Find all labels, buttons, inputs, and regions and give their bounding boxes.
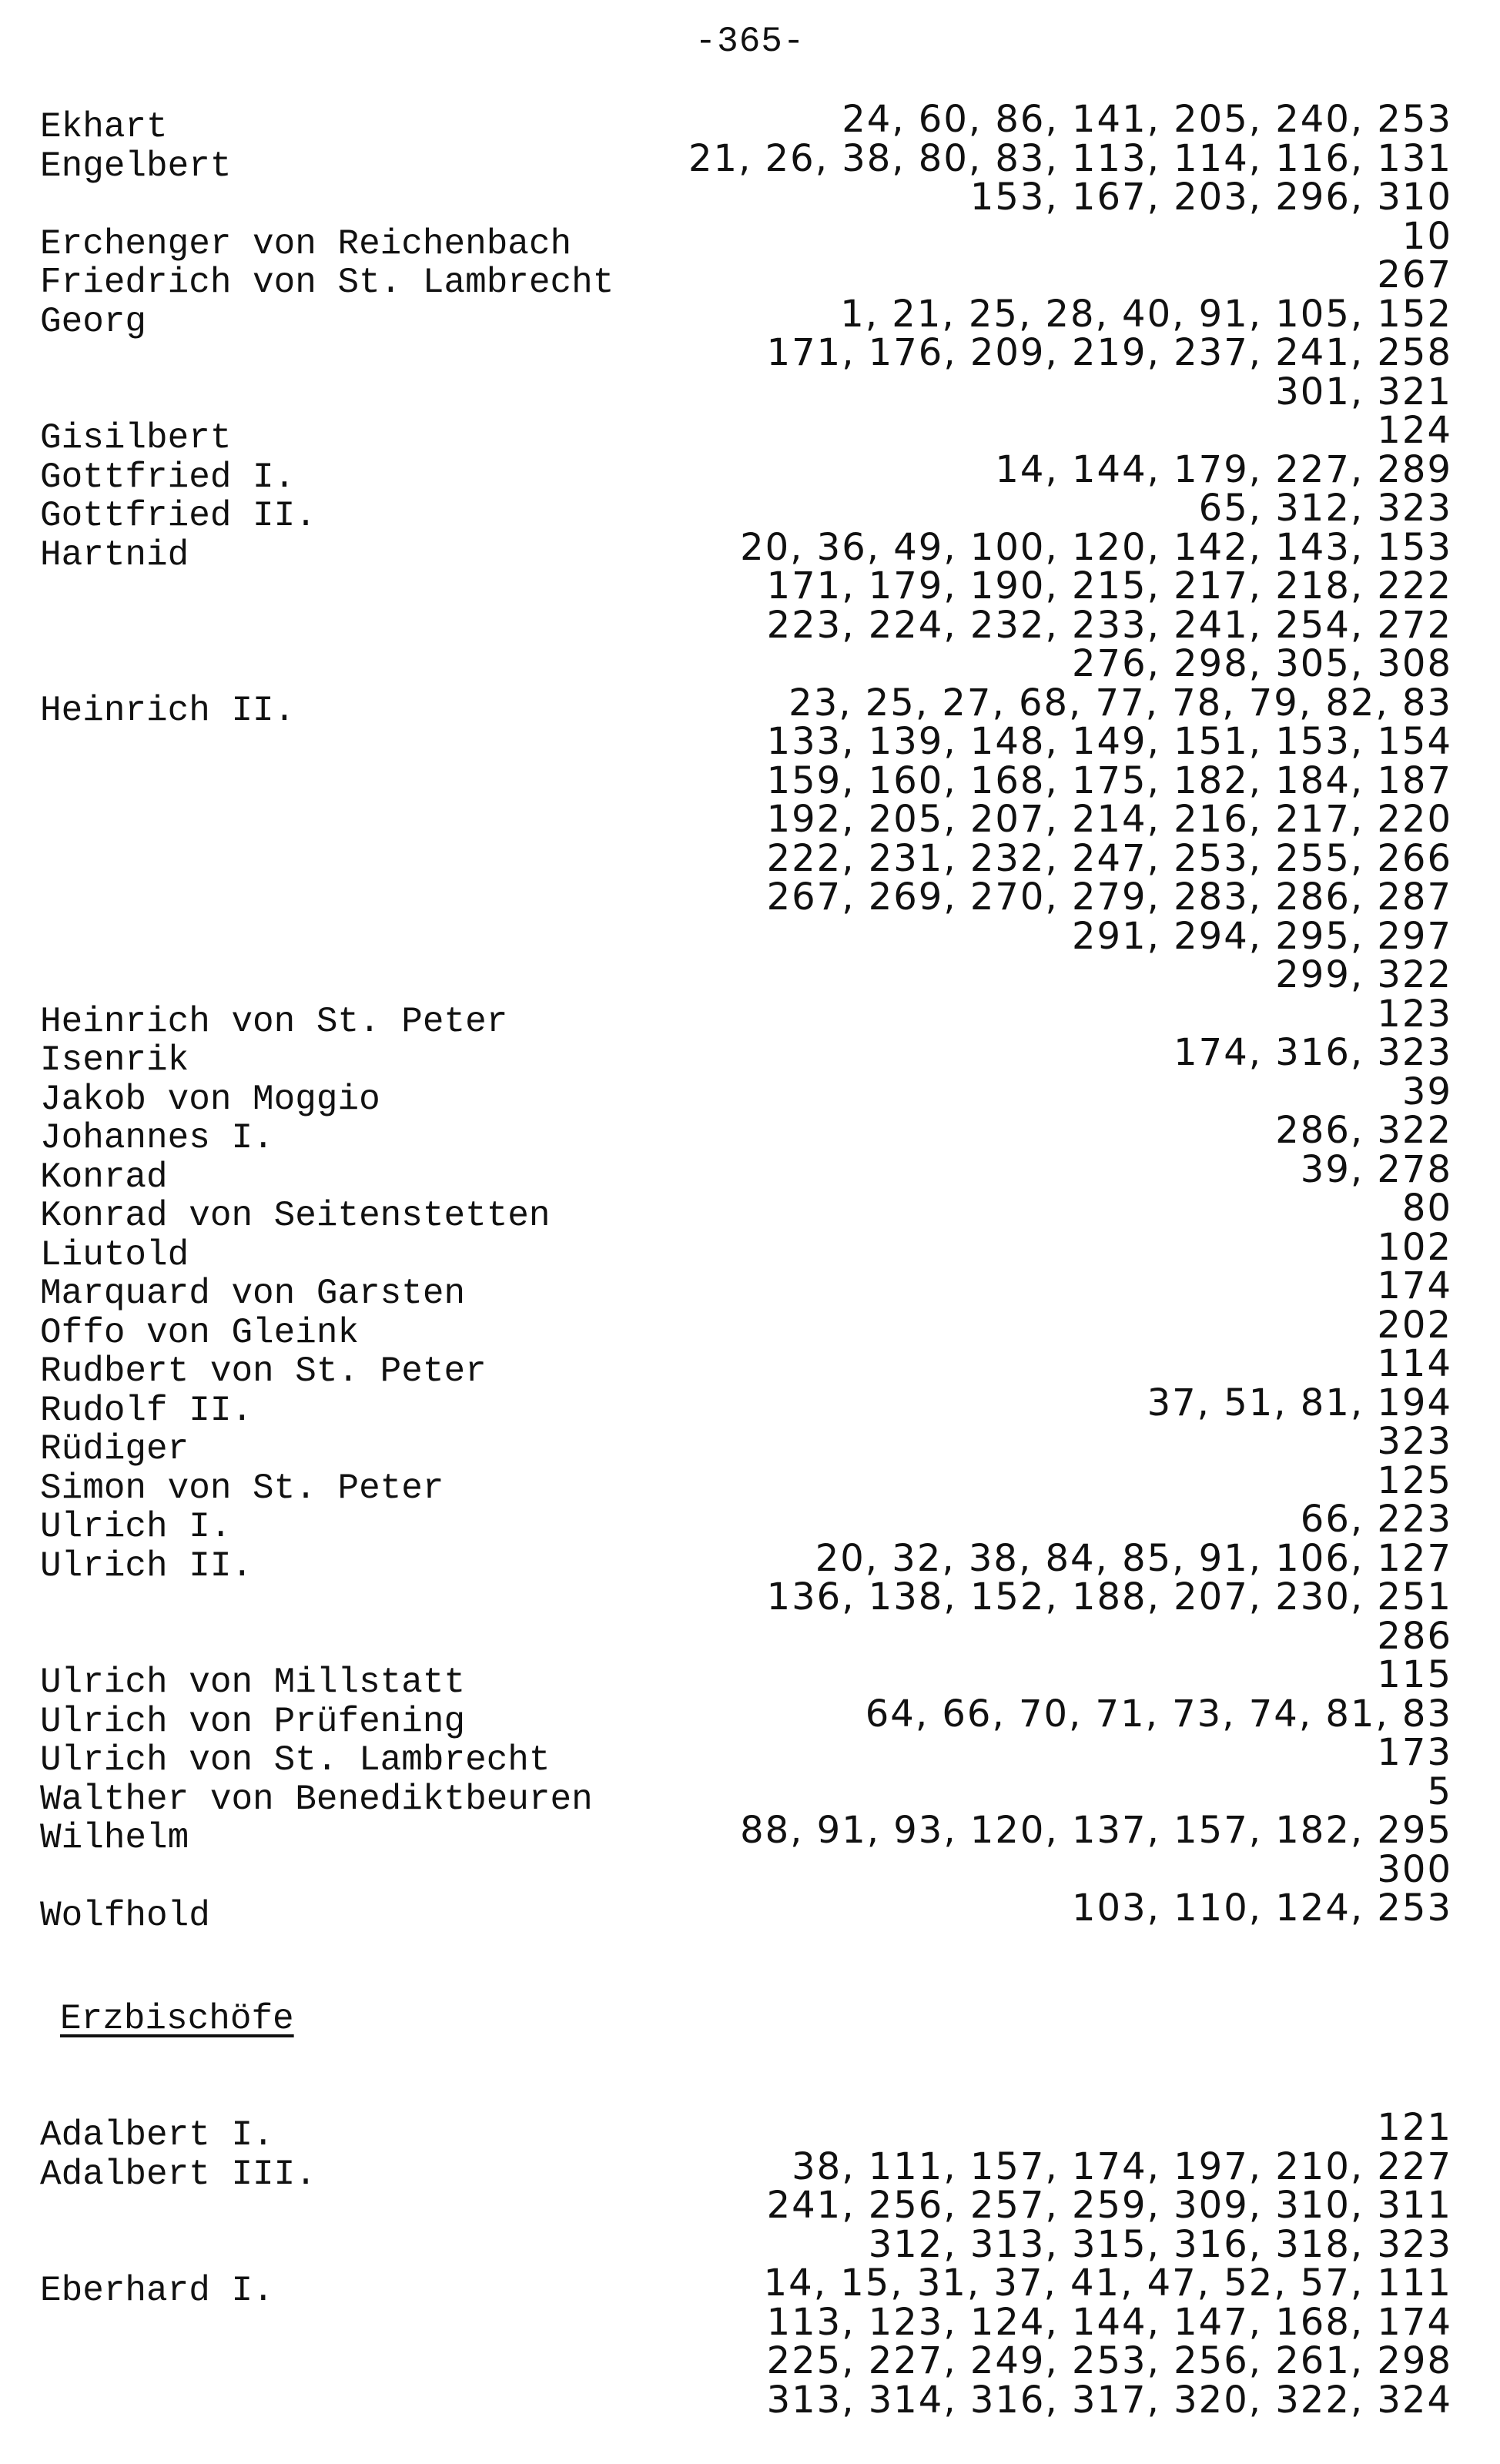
index-entry-name: Konrad von Seitenstetten [40,1196,551,1236]
index-entry-page-refs: 267, 269, 270, 279, 283, 286, 287 [766,875,1452,919]
index-entry-page-refs: 222, 231, 232, 247, 253, 255, 266 [766,836,1452,880]
index-entry-page-refs: 10 [1401,214,1452,258]
index-entry-name: Ekhart [40,107,168,147]
index-entry-name: Erchenger von Reichenbach [40,223,572,264]
index-entry-page-refs: 276, 298, 305, 308 [1071,642,1452,685]
index-entry-page-refs: 202 [1377,1303,1452,1347]
index-entry-name: Ulrich von Millstatt [40,1662,466,1702]
index-entry-name: Jakob von Moggio [40,1079,380,1120]
index-entry-name: Hartnid [40,534,189,575]
archbishop-entry-page-refs: 113, 123, 124, 144, 147, 168, 174 [766,2300,1452,2344]
index-entry-page-refs: 21, 26, 38, 80, 83, 113, 114, 116, 131 [688,136,1452,180]
index-entry-name: Friedrich von St. Lambrecht [40,263,614,303]
index-entry-page-refs: 103, 110, 124, 253 [1071,1886,1452,1930]
index-entry-page-refs: 14, 144, 179, 227, 289 [995,447,1452,491]
archbishop-entry-page-refs: 241, 256, 257, 259, 309, 310, 311 [766,2184,1452,2227]
index-entry-page-refs: 5 [1427,1769,1452,1813]
archbishop-entry-page-refs: 121 [1377,2106,1452,2149]
index-entry-page-refs: 64, 66, 70, 71, 73, 74, 81, 83 [865,1692,1452,1736]
index-entry-page-refs: 153, 167, 203, 296, 310 [969,176,1452,219]
index-entry-name: Liutold [40,1234,189,1275]
index-entry-name: Marquard von Garsten [40,1274,466,1314]
index-entry-name: Heinrich von St. Peter [40,1001,508,1042]
archbishop-entry-name: Adalbert III. [40,2154,316,2194]
index-entry-page-refs: 291, 294, 295, 297 [1071,914,1452,958]
index-entry-name: Gottfried II. [40,496,316,536]
index-entry-page-refs: 267 [1377,253,1452,296]
index-entry-page-refs: 174 [1377,1264,1452,1307]
index-entry-page-refs: 39, 278 [1300,1147,1452,1191]
index-entry-page-refs: 173 [1377,1731,1452,1774]
index-entry-name: Rudbert von St. Peter [40,1351,487,1391]
index-entry-page-refs: 286, 322 [1275,1109,1452,1152]
index-entry-page-refs: 299, 322 [1275,953,1452,996]
index-entry-page-refs: 124 [1377,409,1452,452]
index-entry-page-refs: 20, 36, 49, 100, 120, 142, 143, 153 [740,525,1452,569]
index-entry-name: Ulrich I. [40,1507,232,1547]
index-entry-page-refs: 66, 223 [1300,1498,1452,1541]
index-entry-page-refs: 323 [1377,1420,1452,1463]
index-entry-page-refs: 171, 179, 190, 215, 217, 218, 222 [766,564,1452,608]
index-entry-name: Wilhelm [40,1818,189,1858]
index-entry-page-refs: 24, 60, 86, 141, 205, 240, 253 [842,98,1452,141]
index-entry-name: Ulrich von St. Lambrecht [40,1740,551,1780]
index-entry-page-refs: 39 [1401,1070,1452,1113]
index-entry-page-refs: 37, 51, 81, 194 [1147,1381,1452,1424]
index-entry-page-refs: 174, 316, 323 [1174,1031,1452,1074]
index-entry-page-refs: 114 [1377,1342,1452,1385]
index-entry-page-refs: 286 [1377,1614,1452,1658]
index-entry-page-refs: 171, 176, 209, 219, 237, 241, 258 [766,331,1452,374]
index-entry-name: Wolfhold [40,1896,210,1936]
archbishop-entry-name: Eberhard I. [40,2271,274,2311]
index-entry-page-refs: 125 [1377,1458,1452,1502]
index-entry-name: Isenrik [40,1040,189,1080]
index-entry-name: Rudolf II. [40,1390,253,1431]
index-entry-page-refs: 20, 32, 38, 84, 85, 91, 106, 127 [815,1536,1452,1580]
index-entry-page-refs: 80 [1401,1187,1452,1230]
archbishop-entry-page-refs: 313, 314, 316, 317, 320, 322, 324 [766,2378,1452,2422]
archbishop-entry-page-refs: 14, 15, 31, 37, 41, 47, 52, 57, 111 [763,2261,1452,2305]
index-entry-name: Georg [40,301,147,342]
index-entry-name: Offo von Gleink [40,1312,360,1353]
archbishop-entry-page-refs: 225, 227, 249, 253, 256, 261, 298 [766,2339,1452,2382]
page-number: -365- [695,22,805,62]
index-entry-name: Engelbert [40,146,232,186]
index-entry-name: Johannes I. [40,1118,274,1158]
index-entry-page-refs: 301, 321 [1275,370,1452,413]
index-entry-page-refs: 223, 224, 232, 233, 241, 254, 272 [766,603,1452,647]
index-entry-page-refs: 136, 138, 152, 188, 207, 230, 251 [766,1575,1452,1619]
archbishop-entry-page-refs: 38, 111, 157, 174, 197, 210, 227 [792,2144,1452,2188]
index-entry-name: Walther von Benediktbeuren [40,1779,593,1820]
index-entry-page-refs: 133, 139, 148, 149, 151, 153, 154 [766,720,1452,763]
index-entry-page-refs: 192, 205, 207, 214, 216, 217, 220 [766,798,1452,841]
index-entry-name: Rüdiger [40,1429,189,1469]
archbishop-entry-name: Adalbert I. [40,2115,274,2155]
index-entry-name: Gottfried I. [40,457,296,497]
index-entry-page-refs: 23, 25, 27, 68, 77, 78, 79, 82, 83 [789,681,1452,725]
index-entry-name: Konrad [40,1157,168,1197]
section-heading: Erzbischöfe [60,1999,294,2039]
index-entry-page-refs: 65, 312, 323 [1198,487,1452,530]
archbishop-entry-page-refs: 312, 313, 315, 316, 318, 323 [868,2222,1452,2266]
index-entry-name: Ulrich von Prüfening [40,1701,466,1742]
index-entry-page-refs: 300 [1377,1847,1452,1891]
index-entry-page-refs: 123 [1377,992,1452,1036]
index-entry-page-refs: 159, 160, 168, 175, 182, 184, 187 [766,758,1452,802]
index-entry-page-refs: 1, 21, 25, 28, 40, 91, 105, 152 [840,292,1452,336]
index-entry-name: Gisilbert [40,418,232,458]
index-entry-name: Simon von St. Peter [40,1468,444,1508]
index-entry-page-refs: 102 [1377,1225,1452,1269]
index-entry-page-refs: 88, 91, 93, 120, 137, 157, 182, 295 [740,1809,1452,1852]
index-entry-name: Ulrich II. [40,1545,253,1586]
index-entry-name: Heinrich II. [40,690,296,731]
index-entry-page-refs: 115 [1377,1653,1452,1696]
